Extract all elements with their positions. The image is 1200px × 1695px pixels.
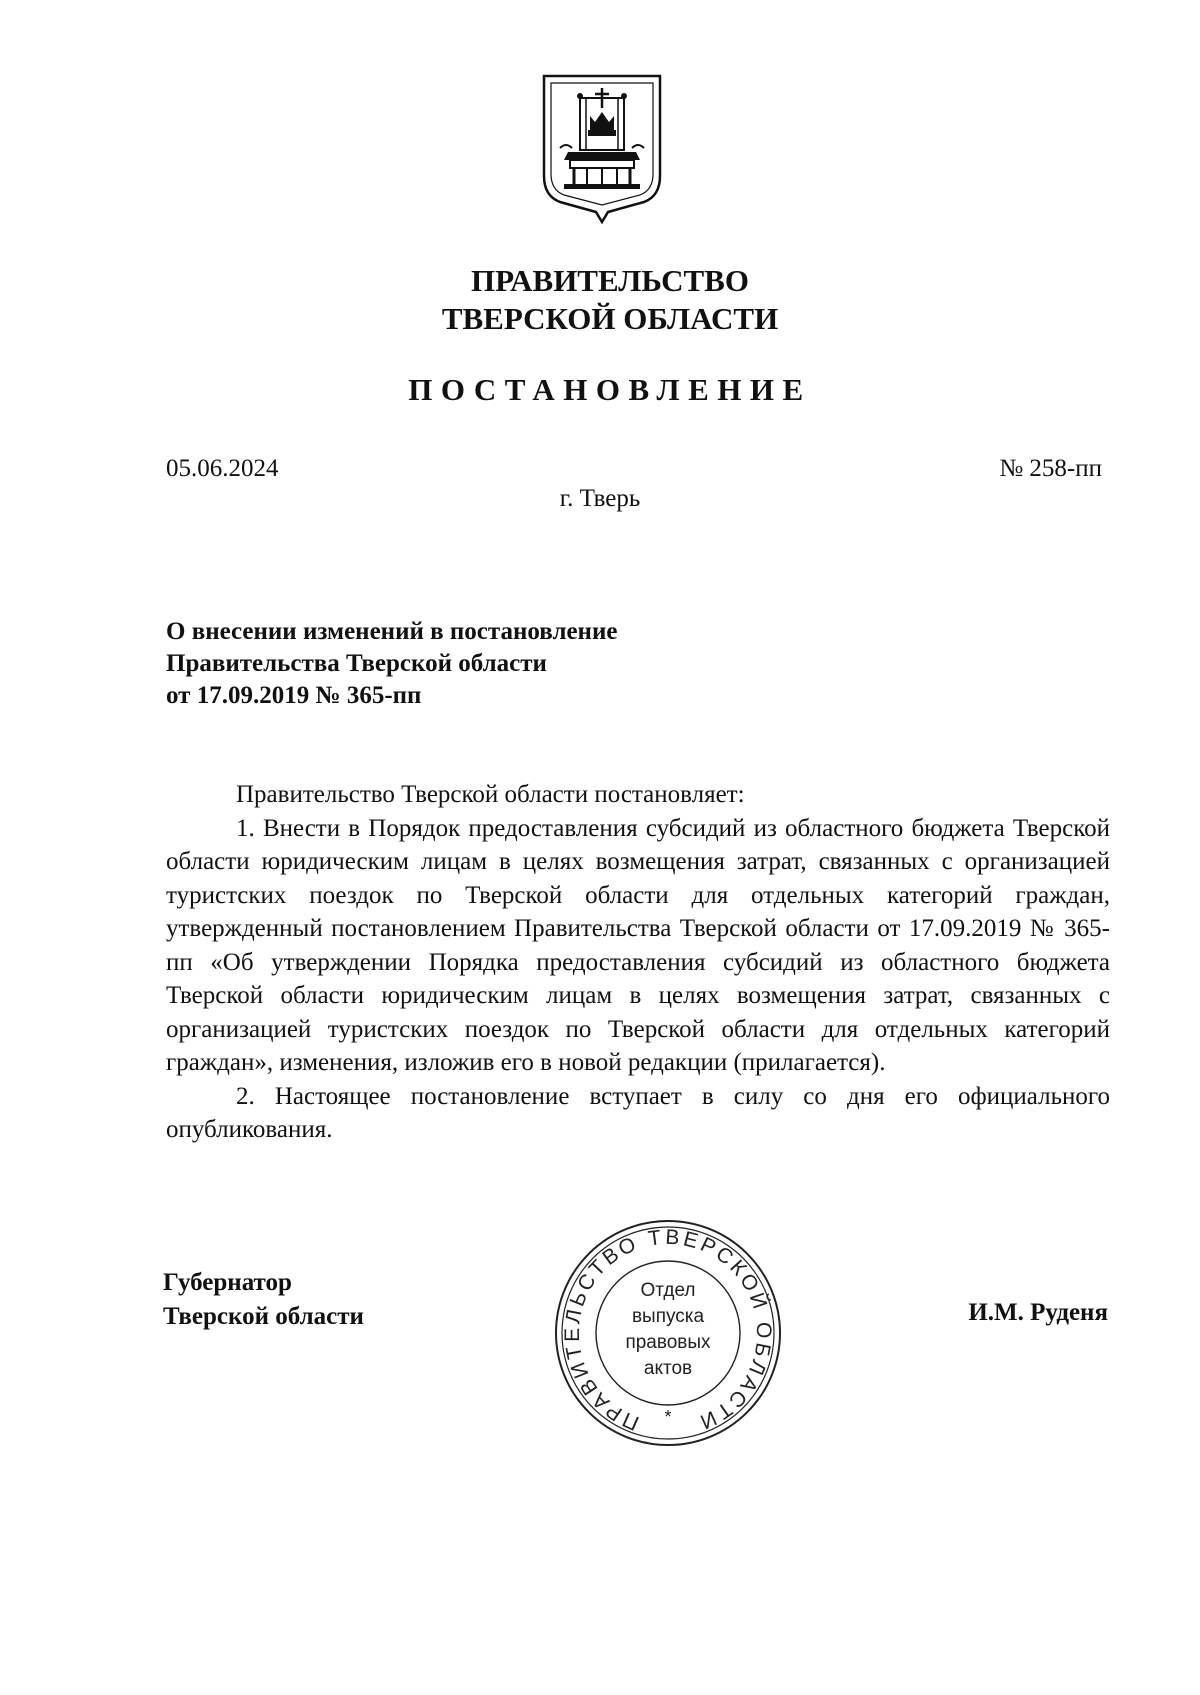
stamp-star: * [664,1407,672,1427]
stamp-center-line1: Отдел [640,1280,696,1301]
signer-title-line2: Тверской области [163,1303,364,1330]
body-intro: Правительство Тверской области постановляет: [236,781,745,808]
subject-line2: Правительства Тверской области [166,650,547,677]
document-type: ПОСТАНОВЛЕНИЕ [408,372,812,407]
government-title-line2: ТВЕРСКОЙ ОБЛАСТИ [441,301,779,336]
document-number: № 258-пп [999,455,1102,482]
stamp-center-line3: правовых [625,1332,711,1353]
signer-title [163,1266,364,1334]
stamp-center-line4: актов [643,1358,693,1379]
document-subject [166,616,766,712]
document-city: г. Тверь [559,485,641,512]
signer-name: И.М. Руденя [968,1299,1108,1326]
stamp-ring-text: ПРАВИТЕЛЬСТВО ТВЕРСКОЙ ОБЛАСТИ [560,1225,776,1435]
official-stamp [553,1218,783,1448]
stamp-center-line2: выпуска [631,1306,705,1327]
government-title [0,262,1200,338]
document-body [166,778,1110,1147]
body-item-2: 2. Настоящее постановление вступает в силу со дня его официального опубликования. [166,1082,1110,1143]
signer-title-line1: Губернатор [163,1269,292,1296]
government-title-line1: ПРАВИТЕЛЬСТВО [471,263,749,298]
subject-line3: от 17.09.2019 № 365-пп [166,682,422,709]
tver-coat-of-arms-icon [540,72,664,224]
document-date: 05.06.2024 [166,455,279,482]
body-item-1: 1. Внести в Порядок предоставления субсидий из областного бюджета Тверской области юридическим лицам в целях возмещения затрат, связанных с организацией туристских поездок по Тверской области для отдельных категорий граждан, утвержденный постановлением Правительства Тверской области от 17.09.2019 № 365-пп «Об утверждении Порядка предоставления субсидий из областного бюджета Тверской области юридическим лицам в целях возмещения затрат, связанных с организацией туристских поездок по Тверской области для отдельных категорий граждан», изменения, изложив его в новой редакции (прилагается). [166,814,1110,1076]
subject-line1: О внесении изменений в постановление [166,618,618,645]
